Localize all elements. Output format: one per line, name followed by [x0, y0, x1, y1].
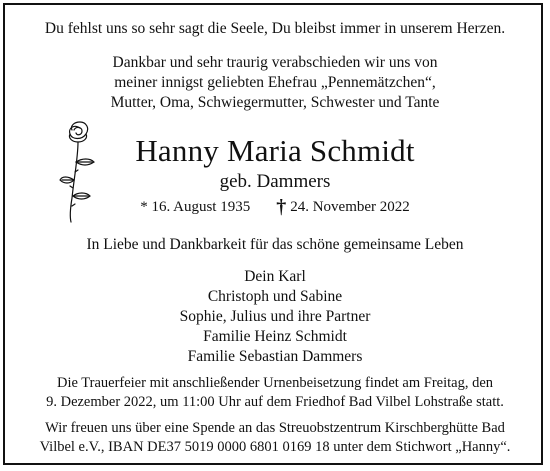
- life-dates: [0, 196, 550, 219]
- mourner-1: Dein Karl: [244, 268, 306, 285]
- deceased-name: Hanny Maria Schmidt: [135, 133, 415, 168]
- donation-line-2: Vilbel e.V., IBAN DE37 5019 0000 6801 0169 18 unter dem Stichwort „Hanny“.: [39, 439, 511, 455]
- intro-line-2: meiner innigst geliebten Ehefrau „Pennemätzchen“,: [114, 74, 436, 91]
- dedication: In Liebe und Dankbarkeit für das schöne gemeinsame Leben: [86, 236, 464, 253]
- mourner-4: Familie Heinz Schmidt: [203, 328, 347, 345]
- funeral-line-2: 9. Dezember 2022, um 11:00 Uhr auf dem Friedhof Bad Vilbel Lohstraße statt.: [46, 394, 504, 410]
- intro-line-1: Dankbar und sehr traurig verabschieden wir uns von: [112, 54, 438, 71]
- donation-line-1: Wir freuen uns über eine Spende an das Streuobstzentrum Kirschberghütte Bad: [45, 420, 505, 436]
- funeral-line-1: Die Trauerfeier mit anschließender Urnenbeisetzung findet am Freitag, den: [56, 375, 494, 391]
- mourner-5: Familie Sebastian Dammers: [187, 348, 363, 365]
- death-date: 24. November 2022: [290, 199, 410, 215]
- header-quote: Du fehlst uns so sehr sagt die Seele, Du bleibst immer in unserem Herzen.: [44, 20, 506, 37]
- mourner-3: Sophie, Julius und ihre Partner: [179, 308, 371, 325]
- maiden-name: geb. Dammers: [219, 171, 331, 192]
- mourner-2: Christoph und Sabine: [207, 288, 343, 305]
- birth-date: * 16. August 1935: [140, 199, 251, 215]
- cross-icon: †: [276, 196, 287, 218]
- intro-line-3: Mutter, Oma, Schwiegermutter, Schwester und Tante: [110, 94, 440, 111]
